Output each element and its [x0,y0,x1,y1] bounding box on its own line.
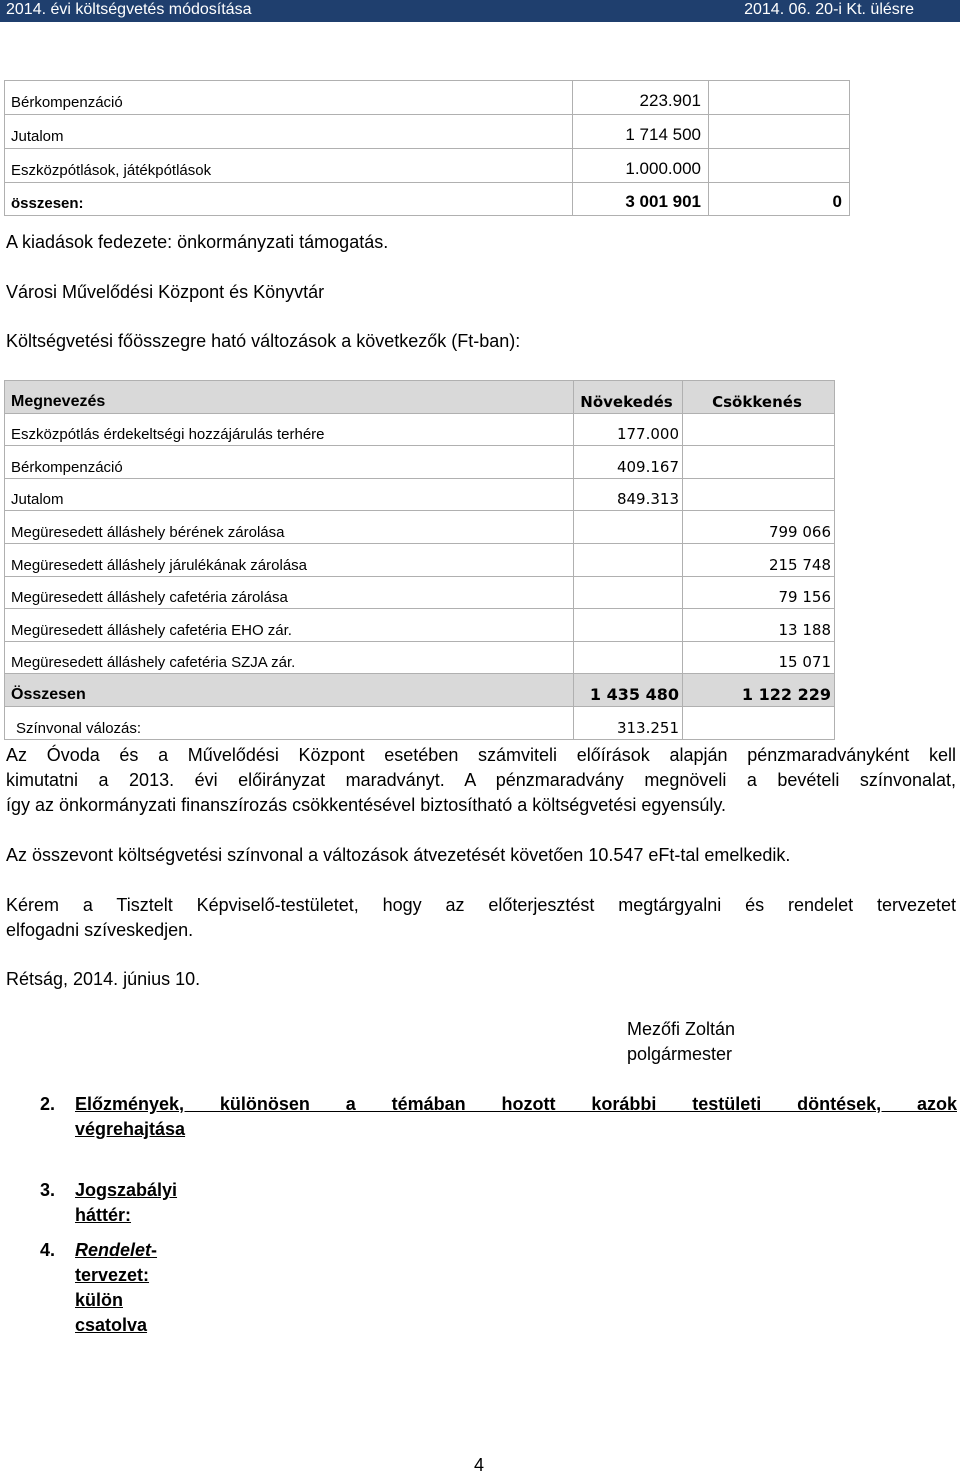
row-increase [574,511,683,544]
row-label: Bérkompenzáció [5,81,573,115]
row-label: Eszközpótlások, játékpótlások [5,149,573,183]
paragraph-consolidated: Az összevont költségvetési színvonal a változások átvezetését követően 10.547 eFt-tal emelkedik. [6,845,791,865]
page-number: 4 [474,1455,485,1475]
budget-table-2 [4,380,835,740]
document-header [0,0,960,22]
table-row [5,81,850,115]
level-label: Színvonal válozás: [5,706,574,739]
row-decrease: 13 188 [683,609,835,642]
total-label: összesen: [5,183,573,216]
institution-title: Városi Művelődési Központ és Könyvtár [6,282,325,302]
row-decrease [709,149,850,183]
row-increase: 223.901 [573,81,709,115]
signature-name: Mezőfi Zoltán [627,1019,736,1039]
header-title: 2014. évi költségvetés módosítása [6,1,252,18]
row-label: Eszközpótlás érdekeltségi hozzájárulás terhére [5,413,574,446]
row-label: Megüresedett álláshely járulékának zárolása [5,543,574,576]
paragraph-line: kimutatni a 2013. évi előirányzat maradványt. A pénzmaradvány megnöveli a bevételi színvonalat, [6,770,956,790]
row-decrease: 79 156 [683,576,835,609]
row-label: Megüresedett álláshely cafetéria EHO zár. [5,609,574,642]
row-increase [574,576,683,609]
total-decrease: 1 122 229 [683,674,835,707]
table-row [5,115,850,149]
changes-intro: Költségvetési főösszegre ható változások a következők (Ft-ban): [6,331,521,351]
section-title-line: végrehajtása [75,1119,186,1139]
row-decrease: 215 748 [683,543,835,576]
level-decrease [683,706,835,739]
row-label: Megüresedett álláshely cafetéria zárolása [5,576,574,609]
row-label: Jutalom [5,478,574,511]
section-title [75,1092,957,1117]
row-decrease: 799 066 [683,511,835,544]
row-increase [574,609,683,642]
row-increase [574,641,683,674]
paragraph-line: így az önkormányzati finanszírozás csökkentésével biztosítható a költségvetési egyensúly. [6,795,727,815]
row-decrease [683,478,835,511]
budget-table-1 [4,80,850,216]
row-label: Megüresedett álláshely cafetéria SZJA zár. [5,641,574,674]
row-increase: 1.000.000 [573,149,709,183]
total-label: Összesen [5,674,574,707]
paragraph-line: elfogadni szíveskedjen. [6,920,194,940]
table-row [5,446,835,479]
table-row [5,641,835,674]
row-decrease [709,81,850,115]
paragraph-line: Az Óvoda és a Művelődési Központ esetében számviteli előírások alapján pénzmaradványként kell [6,745,956,765]
row-label: Bérkompenzáció [5,446,574,479]
row-label: Jutalom [5,115,573,149]
total-increase: 1 435 480 [574,674,683,707]
section-title-rest: -tervezet: külön csatolva [75,1240,158,1335]
row-decrease [683,446,835,479]
total-increase: 3 001 901 [573,183,709,216]
row-increase: 177.000 [574,413,683,446]
row-increase: 409.167 [574,446,683,479]
table-row [5,478,835,511]
place-date: Rétság, 2014. június 10. [6,969,201,989]
row-increase: 1 714 500 [573,115,709,149]
level-change-row [5,706,835,739]
total-row [5,674,835,707]
row-label: Megüresedett álláshely bérének zárolása [5,511,574,544]
total-decrease: 0 [709,183,850,216]
paragraph-request [6,893,956,943]
table-header-row [5,381,835,414]
funding-note: A kiadások fedezete: önkormányzati támogatás. [6,232,389,252]
header-meeting-date: 2014. 06. 20-i Kt. ülésre [744,1,914,18]
level-increase: 313.251 [574,706,683,739]
table-row [5,511,835,544]
row-decrease [683,413,835,446]
header-decrease: Csökkenés [683,381,835,414]
section-title-italic: Rendelet [75,1240,152,1260]
table-row [5,543,835,576]
row-increase [574,543,683,576]
section-title: Jogszabályi háttér: [75,1180,178,1225]
section-title-line: Előzmények, különösen a témában hozott korábbi testületi döntések, azok [75,1094,957,1114]
table-row [5,413,835,446]
row-increase: 849.313 [574,478,683,511]
section-number: 3. [40,1180,56,1200]
row-decrease: 15 071 [683,641,835,674]
paragraph-line: Kérem a Tisztelt Képviselő-testületet, hogy az előterjesztést megtárgyalni és rendelet tervezetet [6,895,956,915]
section-title [75,1238,157,1338]
row-decrease [709,115,850,149]
header-increase: Növekedés [574,381,683,414]
table-row [5,149,850,183]
table-row [5,576,835,609]
section-number: 2. [40,1094,56,1114]
paragraph-residual [6,743,956,818]
total-row [5,183,850,216]
signature-title: polgármester [627,1044,733,1064]
section-number: 4. [40,1240,56,1260]
table-row [5,609,835,642]
header-name: Megnevezés [5,381,574,414]
